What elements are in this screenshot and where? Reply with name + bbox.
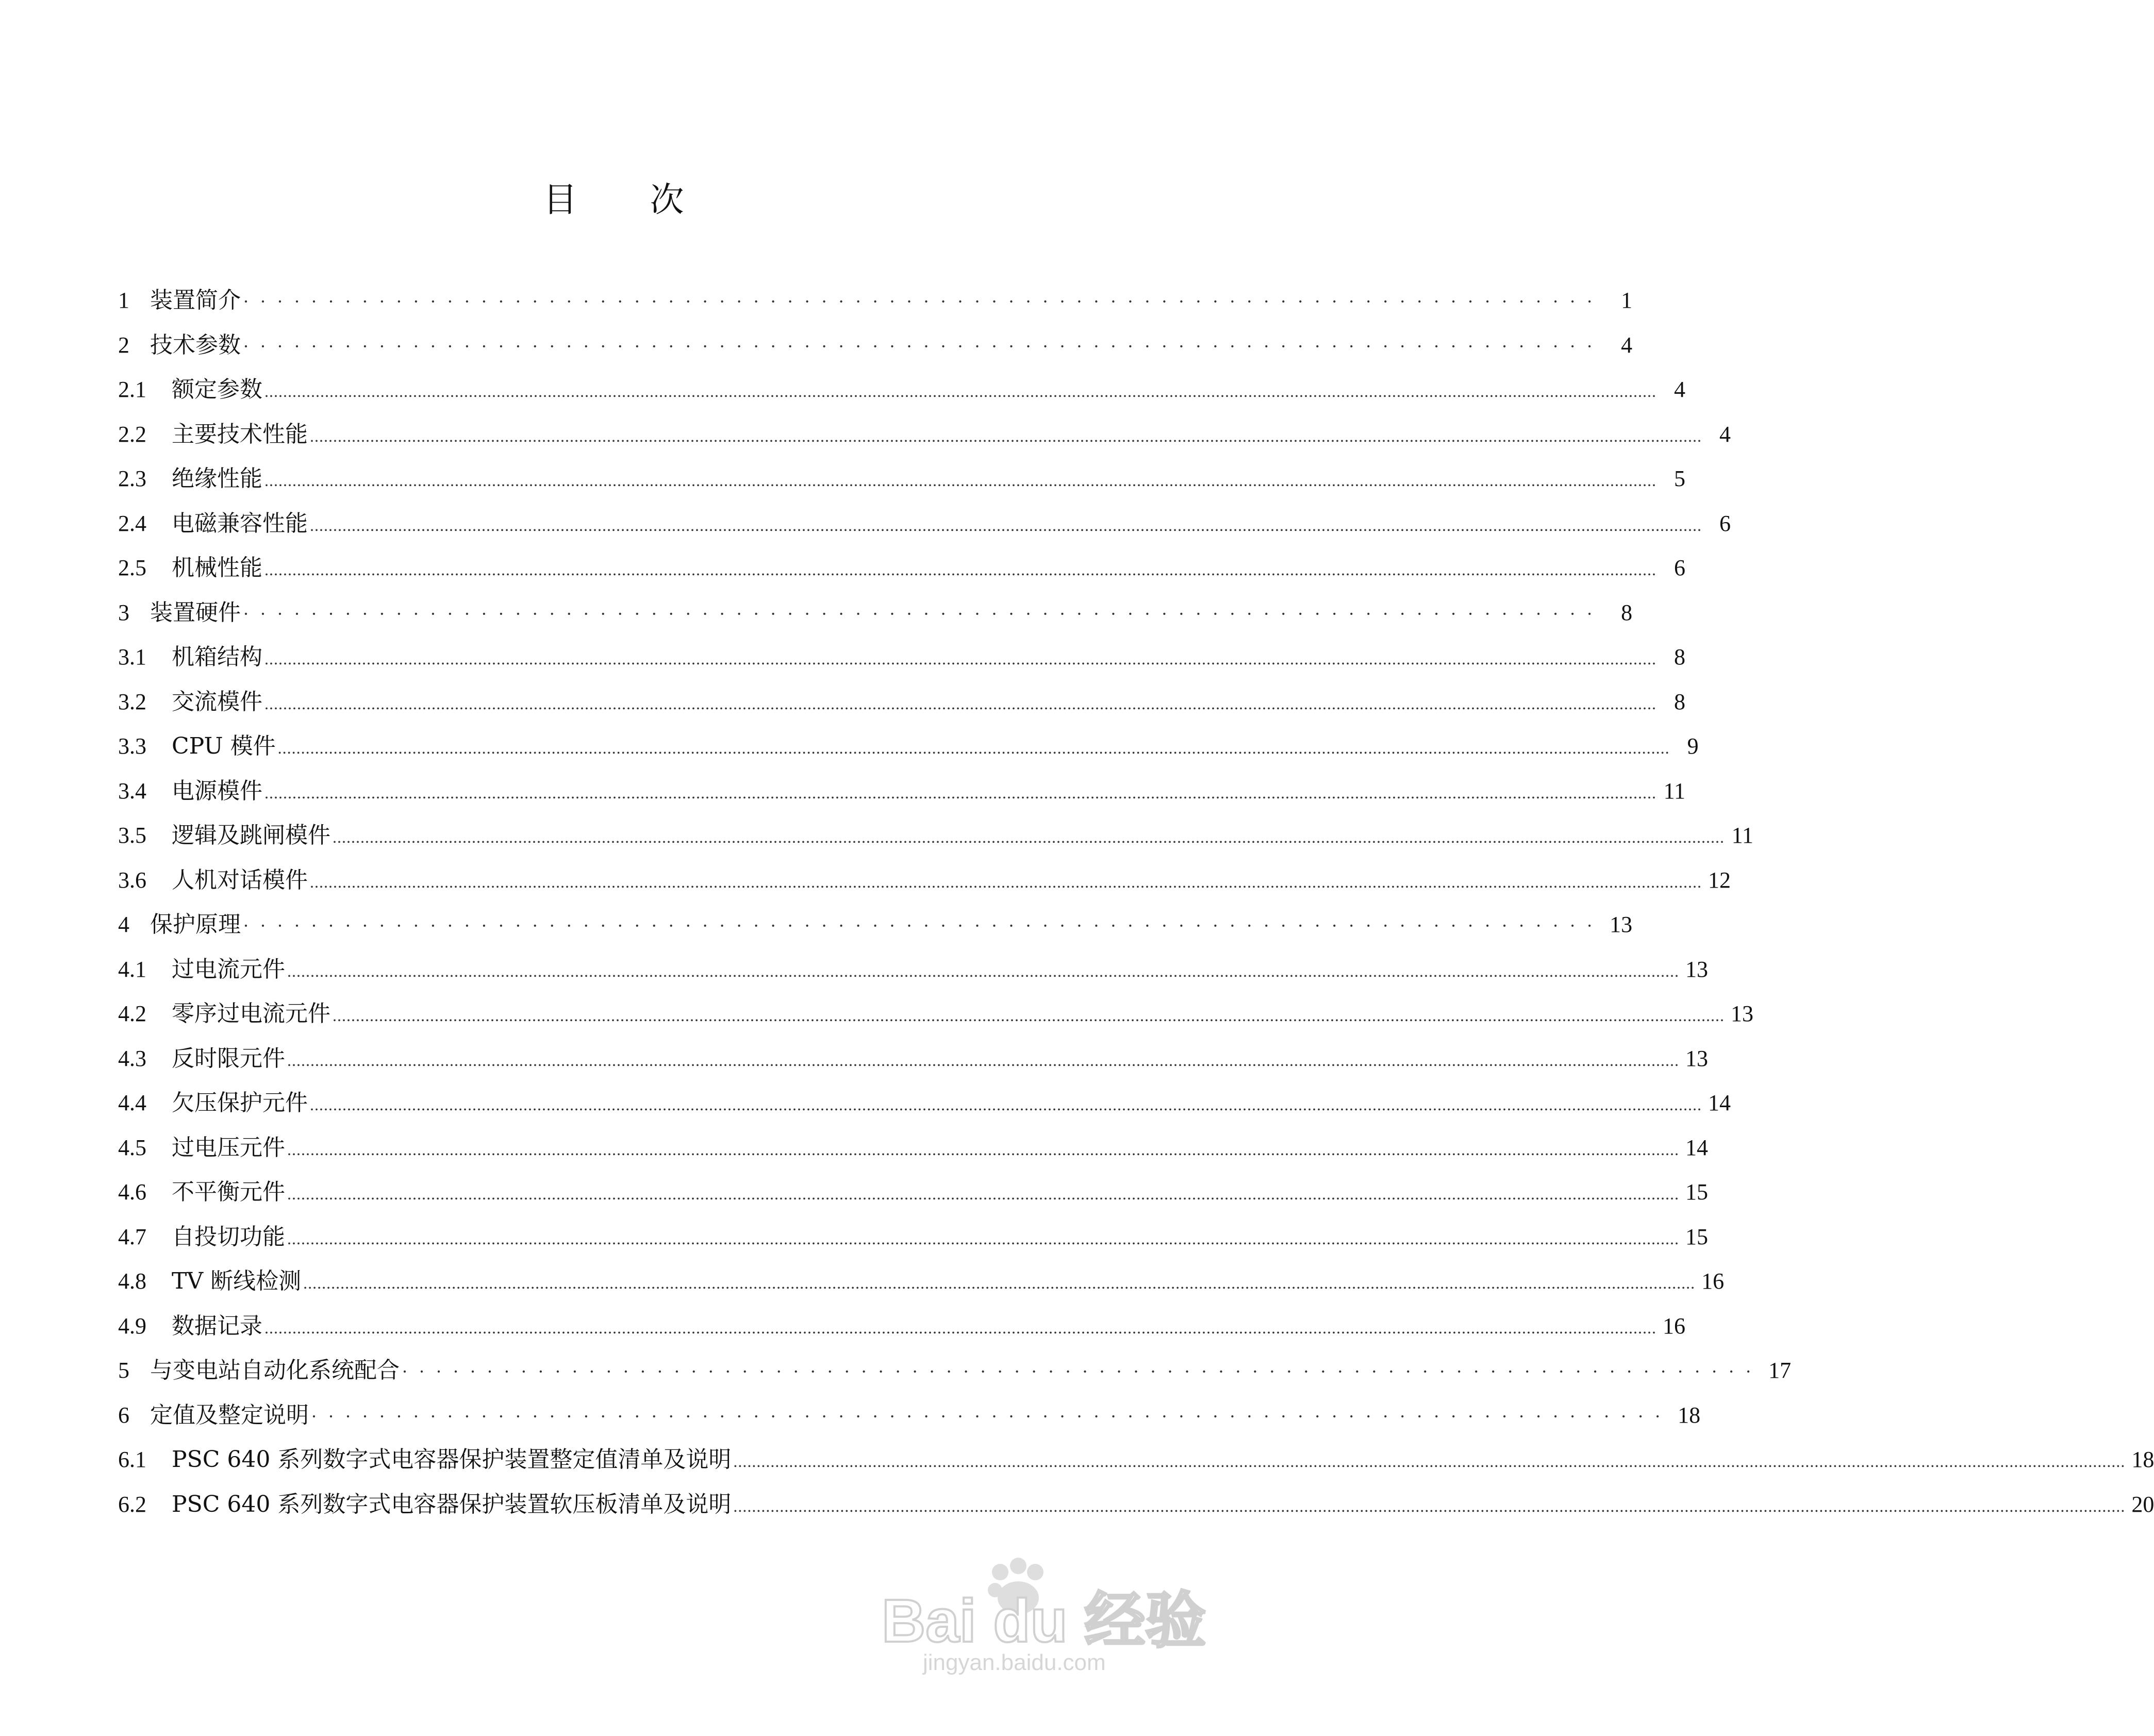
toc-entry-number: 3.1: [118, 644, 146, 670]
toc-row[interactable]: [118, 1393, 1701, 1438]
toc-page-number: 14: [1685, 1134, 1708, 1160]
toc-entry-number: 2.3: [118, 466, 146, 491]
toc-dot-leader: ............................................................................................................................................................................................................................................................................................................: [264, 783, 1656, 802]
toc-row[interactable]: [118, 635, 1685, 680]
toc-dot-leader: ............................................................................................................................................................................................................................................................................................................: [310, 426, 1702, 445]
toc-dot-leader: ............................................................................................................................................................................................................................................................................................................: [264, 471, 1656, 490]
toc-row[interactable]: [118, 1081, 1731, 1126]
toc-entry-number: 3: [118, 599, 129, 625]
toc-dot-leader: ················································································: [243, 603, 1604, 624]
toc-dot-leader: ............................................................................................................................................................................................................................................................................................................: [310, 872, 1702, 891]
toc-entry-title: 人机对话模件: [172, 866, 308, 893]
toc-entry-title: 机械性能: [172, 555, 262, 581]
toc-entry-title: 装置硬件: [150, 599, 241, 626]
toc-entry-number: 4.2: [118, 1001, 146, 1026]
toc-entry-title: TV 断线检测: [172, 1268, 302, 1294]
toc-page-number: 8: [1674, 689, 1685, 714]
toc-row[interactable]: [118, 1438, 2154, 1482]
toc-page-number: 13: [1685, 1045, 1708, 1071]
toc-dot-leader: ............................................................................................................................................................................................................................................................................................................: [264, 560, 1656, 579]
toc-row[interactable]: [118, 813, 1753, 858]
toc-dot-leader: ............................................................................................................................................................................................................................................................................................................: [303, 1274, 1696, 1292]
toc-page-number: 9: [1687, 733, 1699, 759]
toc-entry-number: 3.3: [118, 733, 146, 759]
toc-row[interactable]: [118, 323, 1633, 368]
toc-entry-number: 4.3: [118, 1045, 146, 1071]
toc-entry-title: 零序过电流元件: [172, 1000, 330, 1027]
toc-entry-number: 4.6: [118, 1179, 146, 1205]
toc-entry-title: PSC 640 系列数字式电容器保护装置软压板清单及说明: [172, 1491, 732, 1517]
toc-entry-number: 4.7: [118, 1224, 146, 1249]
toc-page-number: 15: [1685, 1179, 1708, 1205]
toc-dot-leader: ............................................................................................................................................................................................................................................................................................................: [287, 961, 1679, 980]
toc-entry-title: 装置简介: [150, 287, 241, 313]
toc-entry-number: 4.5: [118, 1134, 146, 1160]
toc-row[interactable]: [118, 412, 1731, 457]
table-of-contents: [118, 278, 2154, 1527]
toc-page-number: 18: [2131, 1447, 2154, 1472]
toc-dot-leader: ............................................................................................................................................................................................................................................................................................................: [287, 1229, 1679, 1248]
toc-entry-number: 4.4: [118, 1090, 146, 1115]
toc-row[interactable]: [118, 591, 1633, 636]
toc-dot-leader: ............................................................................................................................................................................................................................................................................................................: [310, 515, 1702, 535]
toc-row[interactable]: [118, 947, 1708, 992]
toc-page-number: 11: [1731, 823, 1753, 848]
toc-entry-title: 反时限元件: [172, 1045, 285, 1072]
toc-entry-title: 额定参数: [172, 376, 262, 403]
toc-row[interactable]: [118, 769, 1685, 814]
toc-page-number: 4: [1621, 332, 1633, 358]
toc-entry-title: 不平衡元件: [172, 1179, 285, 1205]
toc-page-number: 12: [1708, 867, 1731, 893]
toc-page-number: 6: [1674, 555, 1685, 580]
toc-page-number: 17: [1768, 1358, 1792, 1383]
toc-row[interactable]: [118, 992, 1753, 1037]
toc-page-number: 14: [1708, 1090, 1731, 1115]
toc-row[interactable]: [118, 502, 1731, 546]
toc-entry-number: 5: [118, 1358, 129, 1383]
toc-page-number: 8: [1674, 644, 1685, 670]
toc-entry-number: 3.6: [118, 867, 146, 893]
toc-row[interactable]: [118, 278, 1633, 323]
toc-dot-leader: ............................................................................................................................................................................................................................................................................................................: [287, 1050, 1679, 1070]
toc-entry-number: 4.8: [118, 1268, 146, 1294]
toc-row[interactable]: [118, 1482, 2154, 1527]
toc-entry-number: 4.9: [118, 1313, 146, 1339]
toc-dot-leader: ............................................................................................................................................................................................................................................................................................................: [733, 1452, 2126, 1471]
toc-entry-number: 2: [118, 332, 129, 358]
toc-row[interactable]: [118, 1304, 1685, 1349]
toc-page-number: 4: [1719, 421, 1731, 447]
toc-entry-title: PSC 640 系列数字式电容器保护装置整定值清单及说明: [172, 1446, 732, 1473]
toc-dot-leader: ............................................................................................................................................................................................................................................................................................................: [264, 1318, 1656, 1337]
toc-row[interactable]: [118, 1259, 1725, 1304]
toc-row[interactable]: [118, 457, 1685, 502]
toc-entry-title: 与变电站自动化系统配合: [150, 1357, 400, 1383]
toc-entry-number: 2.5: [118, 555, 146, 580]
toc-page-number: 6: [1719, 510, 1731, 536]
toc-dot-leader: ............................................................................................................................................................................................................................................................................................................: [333, 1006, 1725, 1025]
toc-page-number: 18: [1678, 1402, 1701, 1428]
toc-entry-title: 自投切功能: [172, 1223, 285, 1250]
toc-entry-title: 过电压元件: [172, 1134, 285, 1161]
toc-page-number: 20: [2131, 1491, 2154, 1517]
toc-row[interactable]: [118, 858, 1731, 903]
toc-entry-number: 2.2: [118, 421, 146, 447]
toc-page-number: 13: [1610, 912, 1633, 937]
toc-entry-title: 数据记录: [172, 1312, 262, 1339]
toc-entry-number: 6.1: [118, 1447, 146, 1472]
toc-entry-number: 3.4: [118, 778, 146, 804]
toc-dot-leader: ················································································: [311, 1406, 1672, 1427]
baidu-jingyan-watermark: [871, 1546, 1206, 1675]
toc-dot-leader: ............................................................................................................................................................................................................................................................................................................: [264, 694, 1656, 713]
watermark-url: jingyan.baidu.com: [923, 1650, 1106, 1675]
toc-page-number: 8: [1621, 599, 1633, 625]
watermark-brand: Bai du 经验: [882, 1587, 1206, 1655]
toc-entry-title: 机箱结构: [172, 644, 262, 670]
toc-row[interactable]: [118, 1037, 1708, 1081]
toc-row[interactable]: [118, 680, 1685, 725]
toc-entry-title: 欠压保护元件: [172, 1090, 308, 1116]
toc-dot-leader: ················································································: [243, 915, 1604, 936]
toc-entry-title: 定值及整定说明: [150, 1401, 309, 1428]
toc-page-number: 13: [1685, 956, 1708, 982]
toc-row[interactable]: [118, 1348, 1792, 1393]
toc-entry-number: 6.2: [118, 1491, 146, 1517]
toc-dot-leader: ............................................................................................................................................................................................................................................................................................................: [277, 739, 1670, 757]
toc-dot-leader: ............................................................................................................................................................................................................................................................................................................: [287, 1184, 1679, 1203]
toc-dot-leader: ............................................................................................................................................................................................................................................................................................................: [733, 1496, 2126, 1515]
toc-entry-title: 逻辑及跳闸模件: [172, 822, 330, 848]
toc-page-number: 13: [1731, 1001, 1753, 1026]
toc-entry-title: CPU 模件: [172, 733, 276, 759]
toc-row[interactable]: [118, 1215, 1708, 1260]
toc-page-number: 1: [1621, 288, 1633, 313]
toc-entry-title: 保护原理: [150, 911, 241, 938]
page-title: 目 次: [543, 180, 715, 220]
toc-dot-leader: ............................................................................................................................................................................................................................................................................................................: [287, 1140, 1679, 1159]
toc-entry-title: 电源模件: [172, 777, 262, 804]
toc-page-number: 15: [1685, 1224, 1708, 1249]
toc-entry-title: 技术参数: [150, 331, 241, 358]
toc-row[interactable]: [118, 546, 1685, 591]
toc-row[interactable]: [118, 903, 1633, 947]
toc-page-number: 11: [1663, 778, 1685, 804]
toc-dot-leader: ················································································: [243, 291, 1604, 312]
toc-entry-number: 4.1: [118, 956, 146, 982]
toc-entry-number: 3.2: [118, 689, 146, 714]
toc-page-number: 16: [1663, 1313, 1685, 1339]
toc-entry-title: 过电流元件: [172, 956, 285, 982]
toc-entry-number: 4: [118, 912, 129, 937]
toc-entry-number: 6: [118, 1402, 129, 1428]
toc-page-number: 16: [1701, 1268, 1725, 1294]
toc-entry-number: 3.5: [118, 823, 146, 848]
toc-row[interactable]: [118, 1126, 1708, 1171]
toc-dot-leader: ················································································: [243, 336, 1604, 357]
toc-entry-number: 1: [118, 288, 129, 313]
toc-page-number: 4: [1674, 377, 1685, 402]
toc-dot-leader: ............................................................................................................................................................................................................................................................................................................: [333, 828, 1725, 846]
toc-dot-leader: ............................................................................................................................................................................................................................................................................................................: [310, 1095, 1702, 1114]
toc-entry-number: 2.1: [118, 377, 146, 402]
toc-row[interactable]: [118, 724, 1699, 769]
toc-entry-number: 2.4: [118, 510, 146, 536]
toc-entry-title: 主要技术性能: [172, 421, 308, 447]
toc-row[interactable]: [118, 368, 1685, 412]
toc-row[interactable]: [118, 1170, 1708, 1215]
toc-dot-leader: ............................................................................................................................................................................................................................................................................................................: [264, 649, 1656, 668]
toc-entry-title: 交流模件: [172, 688, 262, 715]
toc-entry-title: 绝缘性能: [172, 465, 262, 492]
toc-dot-leader: ............................................................................................................................................................................................................................................................................................................: [264, 382, 1656, 400]
toc-dot-leader: ················································································: [402, 1361, 1763, 1382]
toc-page-number: 5: [1674, 466, 1685, 491]
toc-entry-title: 电磁兼容性能: [172, 510, 308, 537]
